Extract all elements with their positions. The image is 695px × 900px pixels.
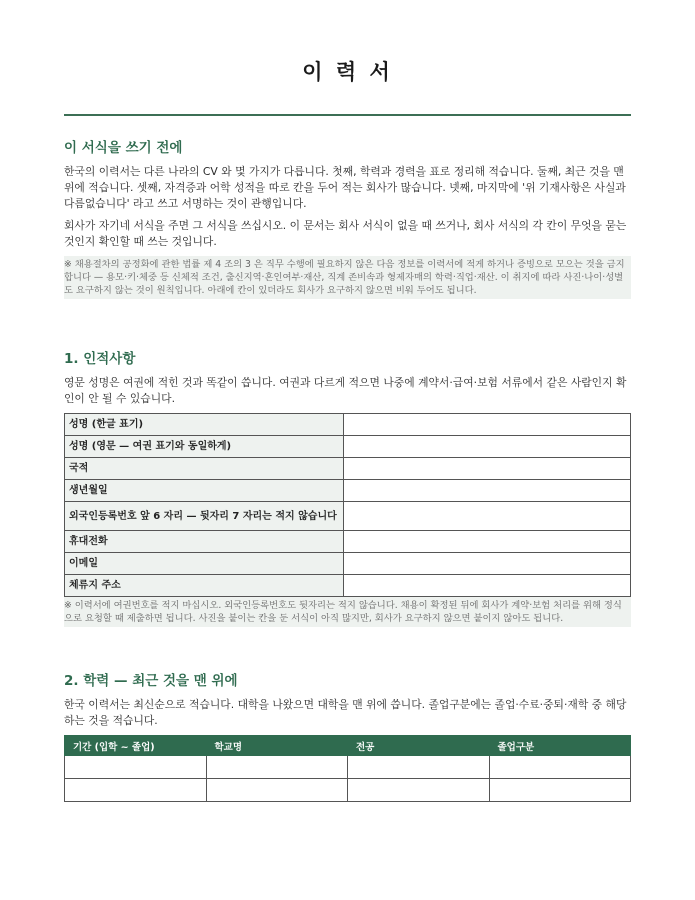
table-cell-input[interactable] [489, 756, 631, 779]
table-row [65, 502, 631, 531]
document-title: 이 력 서 [302, 60, 393, 84]
table-row [65, 779, 631, 802]
field-label: 체류지 주소 [65, 575, 344, 597]
field-value-input[interactable] [344, 553, 631, 575]
table-row [65, 575, 631, 597]
table-cell-input[interactable] [65, 779, 207, 802]
table-row [65, 480, 631, 502]
table-cell-input[interactable] [489, 779, 631, 802]
section-spacer [64, 299, 631, 347]
intro-heading: 이 서식을 쓰기 전에 [64, 140, 183, 156]
personal-info-section [64, 347, 631, 627]
table-cell-input[interactable] [206, 779, 348, 802]
table-row [65, 553, 631, 575]
table-cell-input[interactable] [348, 756, 490, 779]
column-header: 기간 (입학 ~ 졸업) [65, 736, 207, 756]
table-cell-input[interactable] [65, 756, 207, 779]
personal-info-paragraph: 영문 성명은 여권에 적힌 것과 똑같이 씁니다. 여권과 다르게 적으면 나중에 계약서·급여·보험 서류에서 같은 사람인지 확인이 안 될 수 있습니다. [64, 376, 627, 405]
personal-info-table [64, 413, 631, 597]
table-row [65, 531, 631, 553]
education-paragraph: 한국 이력서는 최신순으로 적습니다. 대학을 나왔으면 대학을 맨 위에 씁니다. 졸업구분에는 졸업·수료·중퇴·재학 중 해당하는 것을 적습니다. [64, 698, 627, 727]
table-cell-input[interactable] [348, 779, 490, 802]
field-value-input[interactable] [344, 575, 631, 597]
table-header-row [65, 736, 631, 756]
table-cell-input[interactable] [206, 756, 348, 779]
table-row [65, 414, 631, 436]
education-table [64, 735, 631, 802]
field-value-input[interactable] [344, 480, 631, 502]
field-value-input[interactable] [344, 436, 631, 458]
field-label: 성명 (한글 표기) [65, 414, 344, 436]
field-label: 생년월일 [65, 480, 344, 502]
field-value-input[interactable] [344, 531, 631, 553]
column-header: 학교명 [206, 736, 348, 756]
education-section [64, 669, 631, 802]
intro-legal-note: ※ 채용절차의 공정화에 관한 법률 제 4 조의 3 은 직무 수행에 필요하지 않은 다음 정보를 이력서에 적게 하거나 증빙으로 모으는 것을 금지합니다 — 용모·키·체중 등 신체적 조건, 출신지역·혼인여부·재산, 직계 존비속과 형제자매의 학력·직업·재산. 이 취지에 따라 사진·나이·성별도 요구하지 않는 것이 원칙입니다. 아래에 칸이 있더라도 회사가 요구하지 않으면 비워 두어도 됩니다. [64, 256, 631, 299]
education-heading: 2. 학력 — 최근 것을 맨 위에 [64, 673, 238, 689]
table-row [65, 756, 631, 779]
column-header: 전공 [348, 736, 490, 756]
personal-info-heading: 1. 인적사항 [64, 351, 136, 367]
intro-paragraph-1: 한국의 이력서는 다른 나라의 CV 와 몇 가지가 다릅니다. 첫째, 학력과 경력을 표로 정리해 적습니다. 둘째, 최근 것을 맨 위에 적습니다. 셋째, 자격증과 어학 성적을 따로 칸을 두어 적는 회사가 많습니다. 넷째, 마지막에 '위 기재사항은 사실과 다름없습니다' 라고 쓰고 서명하는 것이 관행입니다. [64, 165, 626, 210]
field-label: 이메일 [65, 553, 344, 575]
intro-section [64, 136, 631, 299]
column-header: 졸업구분 [489, 736, 631, 756]
field-value-input[interactable] [344, 414, 631, 436]
field-value-input[interactable] [344, 502, 631, 531]
field-value-input[interactable] [344, 458, 631, 480]
field-label: 휴대전화 [65, 531, 344, 553]
field-label: 외국인등록번호 앞 6 자리 — 뒷자리 7 자리는 적지 않습니다 [65, 502, 344, 531]
field-label: 국적 [65, 458, 344, 480]
personal-info-note: ※ 이력서에 여권번호를 적지 마십시오. 외국인등록번호도 뒷자리는 적지 않습니다. 채용이 확정된 뒤에 회사가 계약·보험 처리를 위해 정식으로 요청할 때 제출하면 됩니다. 사진을 붙이는 칸을 둔 서식이 아직 많지만, 회사가 요구하지 않으면 붙이지 않아도 됩니다. [64, 597, 631, 627]
field-label: 성명 (영문 — 여권 표기와 동일하게) [65, 436, 344, 458]
intro-paragraph-2: 회사가 자기네 서식을 주면 그 서식을 쓰십시오. 이 문서는 회사 서식이 없을 때 쓰거나, 회사 서식의 각 칸이 무엇을 묻는 것인지 확인할 때 쓰는 것입니다. [64, 219, 627, 248]
table-row [65, 458, 631, 480]
title-divider [64, 114, 631, 116]
table-row [65, 436, 631, 458]
section-spacer [64, 627, 631, 669]
